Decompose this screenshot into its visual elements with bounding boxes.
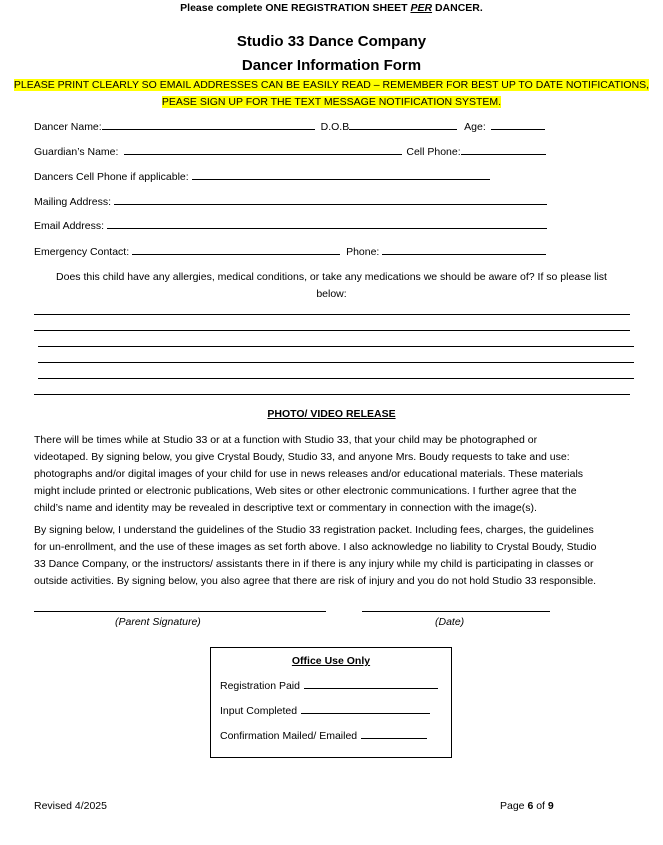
dancer-cell-label: Dancers Cell Phone if applicable: — [34, 171, 189, 183]
release-title: PHOTO/ VIDEO RELEASE — [267, 408, 396, 420]
medical-line[interactable] — [38, 378, 634, 379]
date-line[interactable] — [362, 611, 550, 612]
dob-field[interactable] — [349, 120, 457, 130]
office-use-title: Office Use Only — [291, 655, 371, 667]
guardian-name-label: Guardian’s Name: — [34, 146, 119, 158]
email-address-label: Email Address: — [34, 220, 105, 232]
parent-signature-label: (Parent Signature) — [115, 616, 201, 628]
dancer-name-field[interactable] — [102, 120, 315, 130]
dancer-name-row — [34, 120, 545, 133]
confirmation-field[interactable] — [361, 729, 427, 739]
dancer-cell-row — [34, 170, 490, 183]
mailing-address-field[interactable] — [114, 195, 547, 205]
mailing-address-label: Mailing Address: — [34, 196, 112, 208]
input-completed-label: Input Completed — [220, 705, 298, 717]
emergency-contact-field[interactable] — [132, 245, 340, 255]
agreement-paragraph: By signing below, I understand the guidelines of the Studio 33 registration packet. Including fees, charges, the guidelines for un-enrollment, and the use of these images as set forth above. I also acknowledge no liability to Crystal Boudy, Studio 33 Dance Company, or the instructors/ assistants there in if there is any injury while my child is participating in classes or outside activities. By signing below, you also agree that there are risk of injury and you do not hold Studio 33 responsible. — [34, 524, 597, 587]
medical-line[interactable] — [34, 394, 630, 395]
dancer-cell-field[interactable] — [192, 170, 490, 180]
confirmation-label: Confirmation Mailed/ Emailed — [220, 730, 358, 742]
emergency-contact-label: Emergency Contact: — [34, 246, 130, 258]
phone-label: Phone: — [346, 246, 380, 258]
cell-phone-label: Cell Phone: — [406, 146, 461, 158]
age-field[interactable] — [491, 120, 545, 130]
notice-line-2: PEASE SIGN UP FOR THE TEXT MESSAGE NOTIFICATION SYSTEM. — [161, 96, 502, 108]
registration-note: Please complete ONE REGISTRATION SHEET PER DANCER. — [180, 2, 483, 14]
input-completed-field[interactable] — [301, 704, 430, 714]
registration-paid-row — [220, 679, 438, 692]
office-use-box — [210, 647, 452, 758]
email-address-field[interactable] — [107, 219, 547, 229]
phone-field[interactable] — [382, 245, 546, 255]
emergency-row — [34, 245, 546, 258]
revised-date: Revised 4/2025 — [34, 800, 107, 812]
medical-line[interactable] — [34, 314, 630, 315]
registration-paid-field[interactable] — [304, 679, 438, 689]
registration-paid-label: Registration Paid — [220, 680, 300, 692]
age-label: Age: — [464, 121, 486, 133]
medical-line[interactable] — [38, 362, 634, 363]
parent-signature-line[interactable] — [34, 611, 326, 612]
page-number: Page 6 of 9 — [500, 800, 554, 812]
mailing-address-row — [34, 195, 547, 208]
guardian-name-field[interactable] — [124, 145, 402, 155]
company-name: Studio 33 Dance Company — [236, 33, 427, 50]
email-address-row — [34, 219, 547, 232]
medical-question: Does this child have any allergies, medical conditions, or take any medications we should be aware of? If so please list below: — [56, 271, 607, 300]
cell-phone-field[interactable] — [461, 145, 546, 155]
input-completed-row — [220, 704, 430, 717]
guardian-row — [34, 145, 546, 158]
medical-line[interactable] — [34, 330, 630, 331]
confirmation-row — [220, 729, 427, 742]
medical-line[interactable] — [38, 346, 634, 347]
dob-label: D.O.B — [320, 121, 350, 133]
release-paragraph: There will be times while at Studio 33 or at a function with Studio 33, that your child may be photographed or videotaped. By signing below, you give Crystal Boudy, Studio 33, and anyone Mrs. Boudy requests to take and use: photographs and/or digital images of your child for use in news releases and/or educational materials. These materials might include printed or electronic publications, Web sites or other electronic communications. I further agree that the child’s name and identity may be revealed in descriptive text or commentary in connection with the image(s). — [34, 434, 584, 514]
dancer-name-label: Dancer Name: — [34, 121, 102, 133]
date-label: (Date) — [435, 616, 465, 628]
form-title: Dancer Information Form — [241, 57, 422, 74]
notice-line-1: PLEASE PRINT CLEARLY SO EMAIL ADDRESSES CAN BE EASILY READ – REMEMBER FOR BEST UP TO DATE NOTIFICATIONS, — [13, 79, 650, 91]
